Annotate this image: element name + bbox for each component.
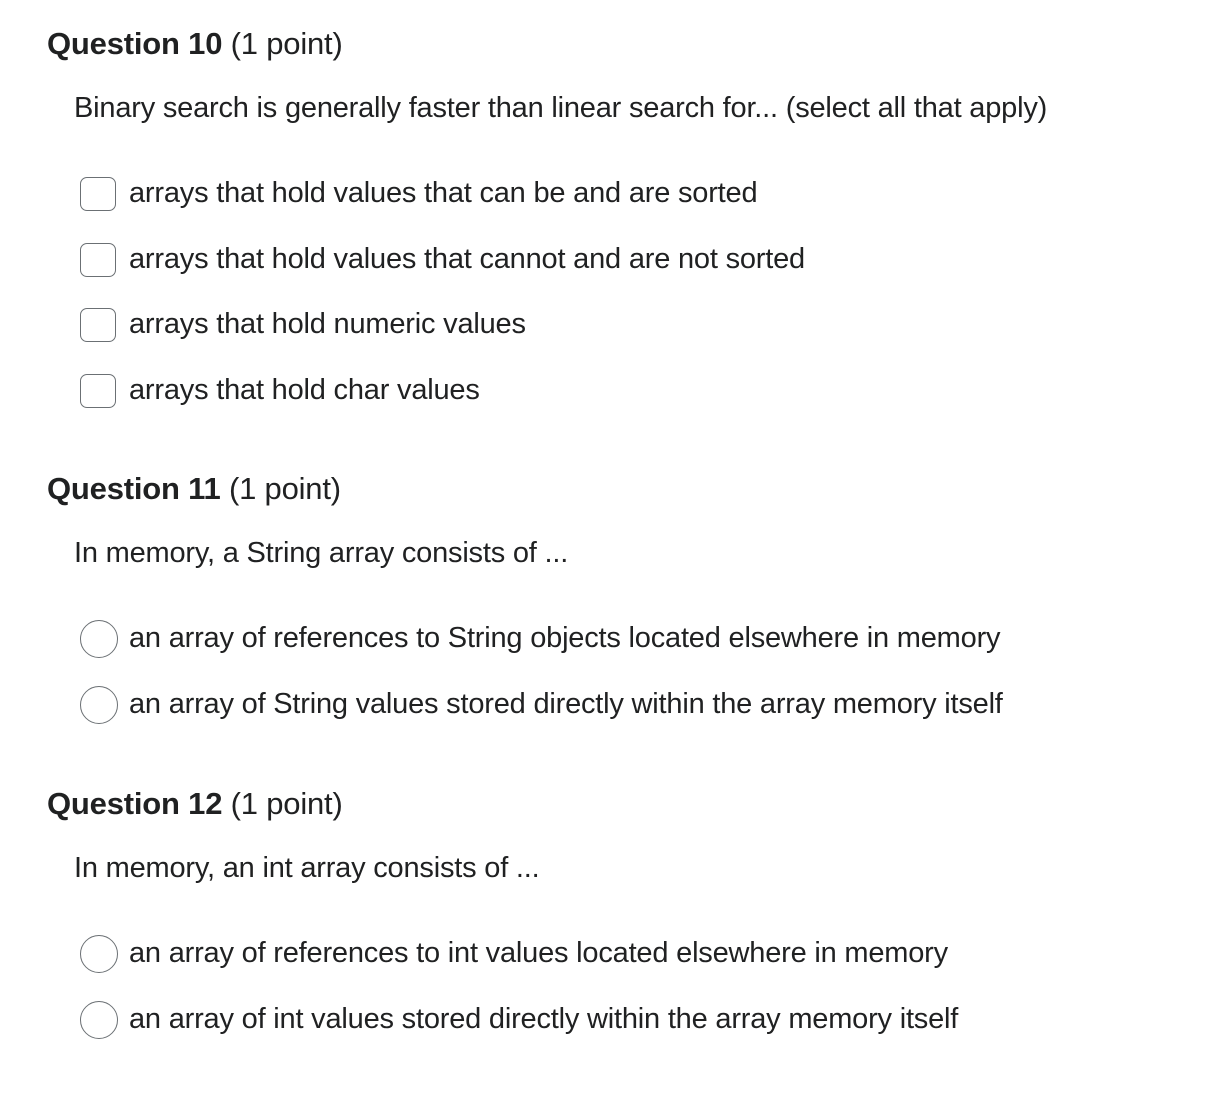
question-prompt: Binary search is generally faster than linear search for... (select all that apply) [74, 92, 1048, 124]
radio-button[interactable] [80, 1001, 118, 1039]
checkbox[interactable] [80, 374, 116, 408]
question-prompt: In memory, a String array consists of ... [74, 537, 569, 569]
answer-label[interactable]: arrays that hold values that can be and are sorted [129, 177, 758, 209]
radio-button[interactable] [80, 686, 118, 724]
question-header [47, 24, 343, 64]
question-prompt: In memory, an int array consists of ... [74, 852, 540, 884]
question-points: (1 point) [230, 26, 343, 61]
checkbox[interactable] [80, 308, 116, 342]
radio-button[interactable] [80, 620, 118, 658]
radio-button[interactable] [80, 935, 118, 973]
question-points: (1 point) [228, 471, 341, 506]
question-points: (1 point) [230, 786, 343, 821]
question-header [47, 784, 343, 824]
question-title: Question 10 [47, 26, 223, 61]
answer-label[interactable]: an array of references to int values located elsewhere in memory [129, 937, 948, 969]
checkbox[interactable] [80, 177, 116, 211]
answer-label[interactable]: arrays that hold values that cannot and are not sorted [129, 242, 805, 275]
checkbox[interactable] [80, 243, 116, 277]
answer-label[interactable]: arrays that hold numeric values [129, 308, 526, 340]
answer-label[interactable]: an array of references to String objects located elsewhere in memory [129, 622, 1001, 654]
answer-label[interactable]: an array of int values stored directly within the array memory itself [129, 1002, 959, 1035]
answer-label[interactable]: arrays that hold char values [129, 373, 480, 406]
question-title: Question 11 [47, 471, 221, 506]
question-title: Question 12 [47, 786, 223, 821]
answer-label[interactable]: an array of String values stored directly within the array memory itself [129, 687, 1003, 720]
question-header [47, 469, 341, 509]
